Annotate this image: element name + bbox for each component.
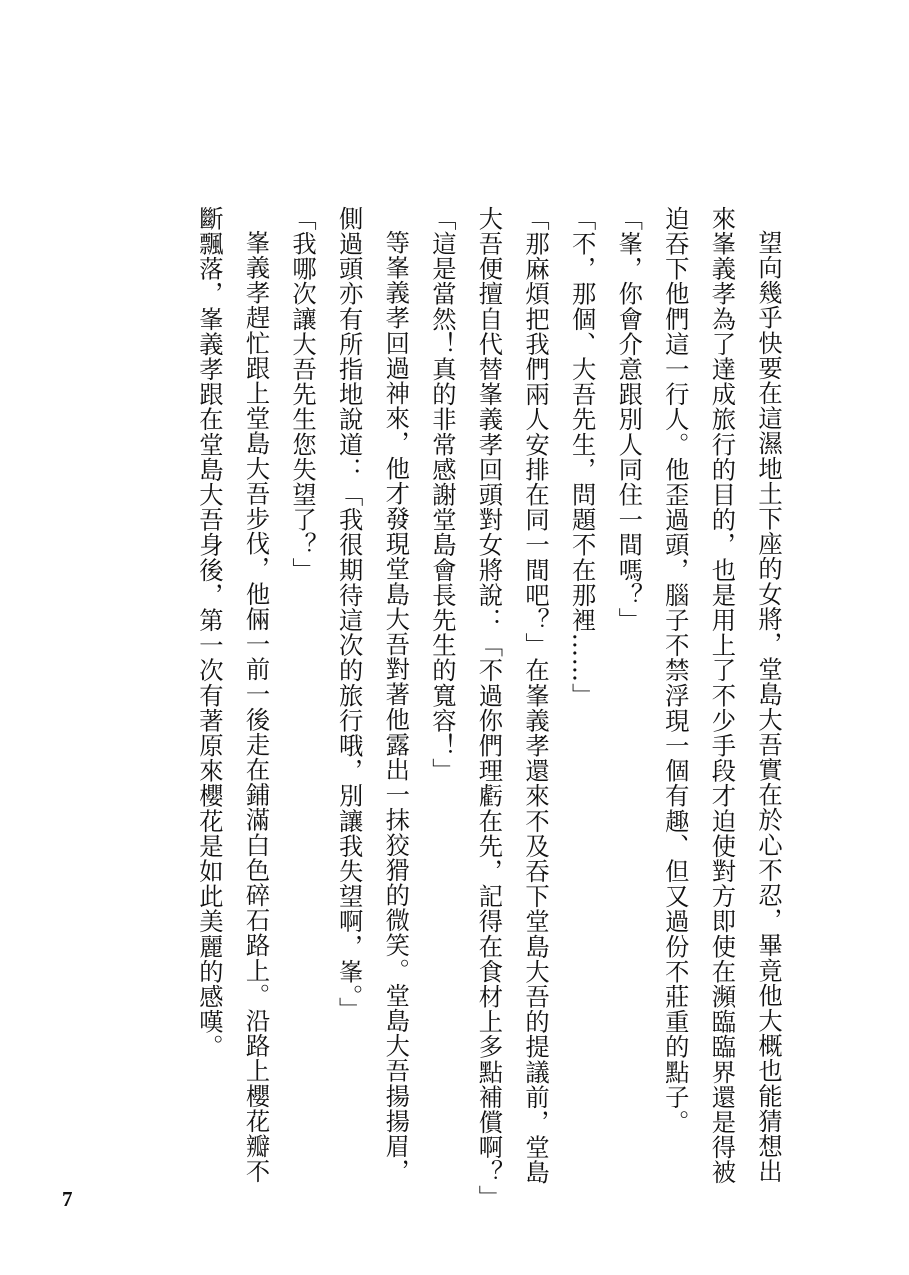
vertical-text-body <box>151 206 791 1210</box>
paragraph-3: 「不，那個、大吾先生，問題不在那裡……」 <box>567 206 597 708</box>
paragraph-1: 望向幾乎快要在這濕地土下座的女將，堂島大吾實在於心不忍，畢竟他大概也能猜想出來峯義孝為了達成旅行的目的，也是用上了不少手段才迫使對方即使在瀕臨臨界還是得被迫吞下他們這一行人。他歪過頭，腦子不禁浮現一個有趣、但又過份不莊重的點子。 <box>660 206 783 1185</box>
page-number: 7 <box>62 1187 73 1211</box>
paragraph-7: 「我哪次讓大吾先生您失望了？」 <box>288 206 318 583</box>
paragraph-8: 峯義孝趕忙跟上堂島大吾步伐，他倆一前一後走在鋪滿白色碎石路上。沿路上櫻花瓣不斷飄落，峯義孝跟在堂島大吾身後，第一次有著原來櫻花是如此美麗的感嘆。 <box>194 206 271 1185</box>
paragraph-5: 「這是當然！真的非常感謝堂島會長先生的寬容！」 <box>427 206 457 784</box>
paragraph-6: 等峯義孝回過神來，他才發現堂島大吾對著他露出一抹狡猾的微笑。堂島大吾揚揚眉，側過頭亦有所指地說道：「我很期待這次的旅行哦，別讓我失望啊，峯。」 <box>334 206 411 1185</box>
paragraph-2: 「峯，你會介意跟別人同住一間嗎？」 <box>614 206 644 633</box>
paragraph-4: 「那麻煩把我們兩人安排在同一間吧？」在峯義孝還來不及吞下堂島大吾的提議前，堂島大吾便擅自代替峯義孝回頭對女將說：「不過你們理虧在先，記得在食材上多點補償啊？」 <box>474 206 551 1210</box>
